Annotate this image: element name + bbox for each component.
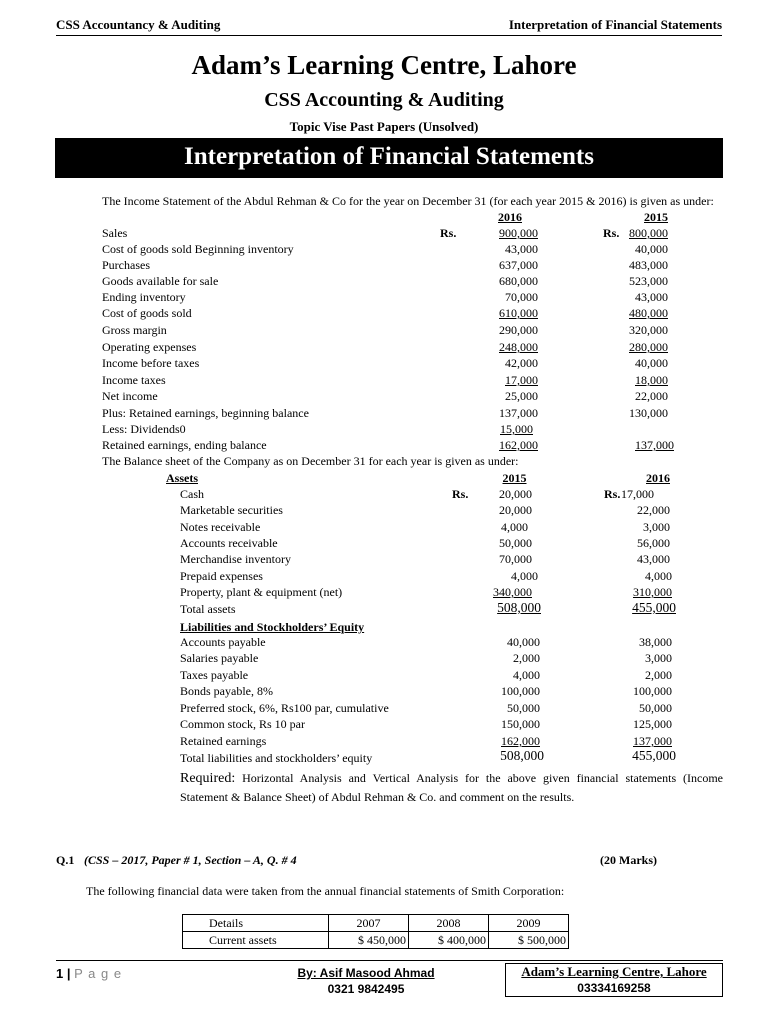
income-row-value-a: 70,000 [505,290,538,304]
balance-rs-label-b: Rs. [604,487,621,501]
income-row-value-b: 280,000 [629,340,668,354]
income-row-value-a: 680,000 [499,274,538,288]
income-row-value-a: 610,000 [499,306,538,320]
income-row-value-a: 15,000 [500,422,533,436]
balance-col-b-header: 2016 [646,471,670,485]
header-left: CSS Accountancy & Auditing [56,17,221,32]
income-row-value-b: 43,000 [635,290,668,304]
asset-row-value-a: 20,000 [499,487,532,501]
asset-row-value-a: 50,000 [499,536,532,550]
asset-row-label: Cash [180,487,204,501]
income-rs-label: Rs. [440,226,457,240]
income-col-b-header: 2015 [644,210,668,224]
liability-row-value-b: 125,000 [633,717,672,731]
income-row-value-b: 137,000 [635,438,674,452]
table-cell: $ 450,000 [329,932,409,949]
asset-row-value-a: 70,000 [499,552,532,566]
asset-row-value-a: 4,000 [501,520,528,534]
income-row-label: Cost of goods sold [102,306,192,320]
liability-row-value-b: 100,000 [633,684,672,698]
table-row [183,932,569,949]
liability-row-value-a: 50,000 [507,701,540,715]
liability-row-value-b: 137,000 [633,734,672,748]
author-name: By: Asif Masood Ahmad [297,966,435,980]
income-row-label: Operating expenses [102,340,197,354]
liability-row-value-a: 508,000 [500,748,544,763]
income-row-value-b: 523,000 [629,274,668,288]
asset-row-value-b: 310,000 [633,585,672,599]
asset-row-label: Merchandise inventory [180,552,291,566]
liability-row-value-b: 3,000 [645,651,672,665]
income-row-value-b: 480,000 [629,306,668,320]
asset-row-value-b: 56,000 [637,536,670,550]
liability-row-value-a: 100,000 [501,684,540,698]
liability-row-label: Accounts payable [180,635,266,649]
required-text: Horizontal Analysis and Vertical Analysis for the above given financial statements (Income Statement & Balance Sheet) of Abdul Rehman & Co. and comment on the results. [180,771,723,804]
liability-row-label: Common stock, Rs 10 par [180,717,305,731]
page-indicator: 1 | P a g e [56,966,123,981]
page-footer [56,960,723,998]
liability-row-value-a: 150,000 [501,717,540,731]
liabilities-heading: Liabilities and Stockholders’ Equity [180,620,365,634]
question-reference: (CSS – 2017, Paper # 1, Section – A, Q. # 4 [84,853,297,867]
asset-row-value-a: 20,000 [499,503,532,517]
income-row-value-a: 900,000 [499,226,538,240]
liability-row-value-b: 38,000 [639,635,672,649]
asset-row-label: Accounts receivable [180,536,278,550]
income-row-value-a: 42,000 [505,356,538,370]
income-row-label: Ending inventory [102,290,186,304]
income-row-label: Income taxes [102,373,166,387]
income-row-value-b: 320,000 [629,323,668,337]
income-row-value-a: 290,000 [499,323,538,337]
income-row-label: Plus: Retained earnings, beginning balance [102,406,309,420]
centre-name: Adam’s Learning Centre, Lahore [521,964,707,979]
asset-row-value-b: 455,000 [632,600,676,615]
table-cell: $ 500,000 [489,932,569,949]
required-paragraph [180,769,723,806]
income-row-label: Purchases [102,258,150,272]
section-banner: Interpretation of Financial Statements [55,138,723,178]
balance-intro: The Balance sheet of the Company as on December 31 for each year is given as under: [102,454,519,468]
page-word: P a g e [74,966,123,981]
table-header-cell: 2008 [409,915,489,932]
income-row-label: Cost of goods sold Beginning inventory [102,242,294,256]
table-header-cell: Details [183,915,329,932]
asset-row-value-b: 17,000 [621,487,654,501]
table-cell: $ 400,000 [409,932,489,949]
income-row-value-a: 248,000 [499,340,538,354]
document-title: Adam’s Learning Centre, Lahore [191,50,577,80]
asset-row-value-a: 508,000 [497,600,541,615]
income-rs-label-b: Rs. [603,226,620,240]
liability-row-value-a: 2,000 [513,651,540,665]
income-row-value-a: 637,000 [499,258,538,272]
asset-row-label: Property, plant & equipment (net) [180,585,343,599]
balance-col-a-header: 2015 [502,471,527,485]
liability-row-label: Salaries payable [180,651,259,665]
smith-intro: The following financial data were taken from the annual financial statements of Smith Corporation: [86,884,565,898]
income-row-label: Less: Dividends0 [102,422,186,436]
question-marks: (20 Marks) [600,853,657,867]
liability-row-value-b: 50,000 [639,701,672,715]
income-row-value-a: 162,000 [499,438,538,452]
asset-row-value-b: 3,000 [643,520,670,534]
liability-row-value-a: 4,000 [513,668,540,682]
table-header-cell: 2007 [329,915,409,932]
asset-row-label: Prepaid expenses [180,569,263,583]
header-right: Interpretation of Financial Statements [508,17,722,32]
asset-row-value-b: 43,000 [637,552,670,566]
asset-row-value-b: 22,000 [637,503,670,517]
liability-row-value-a: 162,000 [501,734,540,748]
footer-author [281,965,451,997]
table-row [183,915,569,932]
asset-row-label: Total assets [180,602,236,616]
income-col-a-header: 2016 [498,210,522,224]
income-row-label: Income before taxes [102,356,200,370]
income-row-value-b: 40,000 [635,356,668,370]
income-intro: The Income Statement of the Abdul Rehman & Co for the year on December 31 (for each year 2015 & 2016) is given as under: [102,194,714,208]
asset-row-label: Marketable securities [180,503,283,517]
liability-row-value-a: 40,000 [507,635,540,649]
liability-row-label: Bonds payable, 8% [180,684,273,698]
asset-row-value-a: 340,000 [493,585,532,599]
smith-data-table [182,914,569,949]
page-number: 1 [56,966,64,981]
income-row-value-b: 18,000 [635,373,668,387]
asset-row-label: Notes receivable [180,520,261,534]
running-header [56,16,722,36]
income-row-label: Net income [102,389,158,403]
income-row-label: Retained earnings, ending balance [102,438,267,452]
income-row-value-b: 40,000 [635,242,668,256]
income-row-label: Sales [102,226,128,240]
income-row-value-a: 43,000 [505,242,538,256]
topic-line: Topic Vise Past Papers (Unsolved) [289,119,479,134]
income-row-value-b: 483,000 [629,258,668,272]
income-row-value-a: 17,000 [505,373,538,387]
liability-row-value-b: 2,000 [645,668,672,682]
footer-centre-box [505,963,723,997]
income-row-label: Gross margin [102,323,167,337]
liability-row-label: Total liabilities and stockholders’ equity [180,751,373,765]
income-row-value-b: 130,000 [629,406,668,420]
question-number: Q.1 [56,853,75,867]
author-phone: 0321 9842495 [327,982,405,996]
document-subtitle: CSS Accounting & Auditing [264,89,504,111]
liability-row-label: Taxes payable [180,668,249,682]
assets-heading: Assets [166,471,198,485]
income-row-value-a: 25,000 [505,389,538,403]
income-row-value-b: 800,000 [629,226,668,240]
liability-row-label: Retained earnings [180,734,267,748]
income-row-value-a: 137,000 [499,406,538,420]
liability-row-label: Preferred stock, 6%, Rs100 par, cumulative [180,701,389,715]
liability-row-value-b: 455,000 [632,748,676,763]
table-cell: Current assets [183,932,329,949]
asset-row-value-a: 4,000 [511,569,538,583]
required-label: Required: [180,771,236,786]
table-header-cell: 2009 [489,915,569,932]
income-row-label: Goods available for sale [102,274,219,288]
balance-rs-label: Rs. [452,487,469,501]
income-row-value-b: 22,000 [635,389,668,403]
centre-phone: 03334169258 [577,981,651,995]
asset-row-value-b: 4,000 [645,569,672,583]
